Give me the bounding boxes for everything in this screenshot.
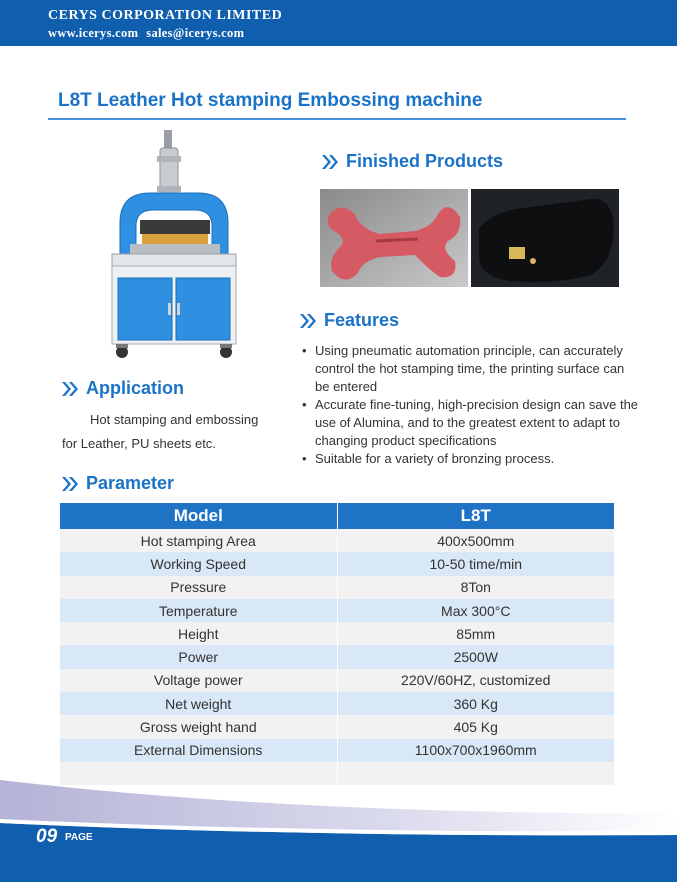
table-header-row: [60, 503, 614, 529]
contact-line: [48, 26, 252, 41]
table-row: [60, 552, 614, 575]
features-label: Features: [324, 310, 400, 330]
column-header-value: L8T: [337, 503, 614, 529]
param-value: 10-50 time/min: [337, 552, 614, 575]
footer-band: [0, 775, 677, 882]
column-header-model: Model: [60, 503, 337, 529]
param-value: 400x500mm: [337, 529, 614, 552]
page-number: 09: [36, 826, 58, 847]
param-name: Gross weight hand: [60, 715, 337, 738]
param-name: Hot stamping Area: [60, 529, 337, 552]
email-link[interactable]: sales@icerys.com: [146, 26, 245, 40]
product-photo-red-leather: [320, 189, 468, 287]
table-row: [60, 645, 614, 668]
param-value: 85mm: [337, 622, 614, 645]
parameter-table: [60, 503, 614, 785]
finished-products-heading: [320, 151, 503, 172]
table-row: [60, 739, 614, 762]
param-value: 2500W: [337, 645, 614, 668]
chevron-right-icon: [60, 380, 82, 398]
list-item: • Accurate fine-tuning, high-precision design can save the use of Alumina, and to the greatest extent to adapt to changing product specifications: [300, 396, 640, 450]
application-description: [62, 408, 292, 456]
param-value: 220V/60HZ, customized: [337, 669, 614, 692]
application-label: Application: [86, 378, 184, 398]
param-name: External Dimensions: [60, 739, 337, 762]
application-line-2: for Leather, PU sheets etc.: [62, 436, 216, 451]
param-name: Pressure: [60, 576, 337, 599]
table-row: [60, 529, 614, 552]
param-value: Max 300°C: [337, 599, 614, 622]
param-name: Height: [60, 622, 337, 645]
header-band: [0, 0, 677, 46]
param-value: 360 Kg: [337, 692, 614, 715]
list-item: • Suitable for a variety of bronzing process.: [300, 450, 640, 468]
param-name: Power: [60, 645, 337, 668]
table-row: [60, 576, 614, 599]
chevron-right-icon: [298, 312, 320, 330]
table-row: [60, 692, 614, 715]
machine-illustration: [100, 128, 250, 368]
table-row: [60, 669, 614, 692]
table-row: [60, 622, 614, 645]
param-value: 8Ton: [337, 576, 614, 599]
website-link[interactable]: www.icerys.com: [48, 26, 139, 40]
param-value: 405 Kg: [337, 715, 614, 738]
chevron-right-icon: [320, 153, 342, 171]
features-list: [300, 342, 640, 468]
table-row: [60, 715, 614, 738]
company-name: CERYS CORPORATION LIMITED: [48, 8, 283, 23]
param-name: Net weight: [60, 692, 337, 715]
page-word: PAGE: [65, 832, 93, 843]
product-photo-black-leather: [471, 189, 619, 287]
param-name: Voltage power: [60, 669, 337, 692]
param-name: Temperature: [60, 599, 337, 622]
param-name: Working Speed: [60, 552, 337, 575]
parameter-label: Parameter: [86, 473, 175, 493]
param-value: 1100x700x1960mm: [337, 739, 614, 762]
page-title: L8T Leather Hot stamping Embossing machine: [58, 90, 483, 111]
chevron-right-icon: [60, 475, 82, 493]
list-item: • Using pneumatic automation principle, can accurately control the hot stamping time, the printing surface can be entered: [300, 342, 640, 396]
table-row: [60, 599, 614, 622]
title-divider: [48, 118, 626, 120]
application-line-1: Hot stamping and embossing: [90, 412, 259, 427]
parameter-heading: [60, 473, 174, 494]
features-heading: [298, 310, 399, 331]
application-heading: [60, 378, 184, 399]
finished-products-label: Finished Products: [346, 151, 504, 171]
